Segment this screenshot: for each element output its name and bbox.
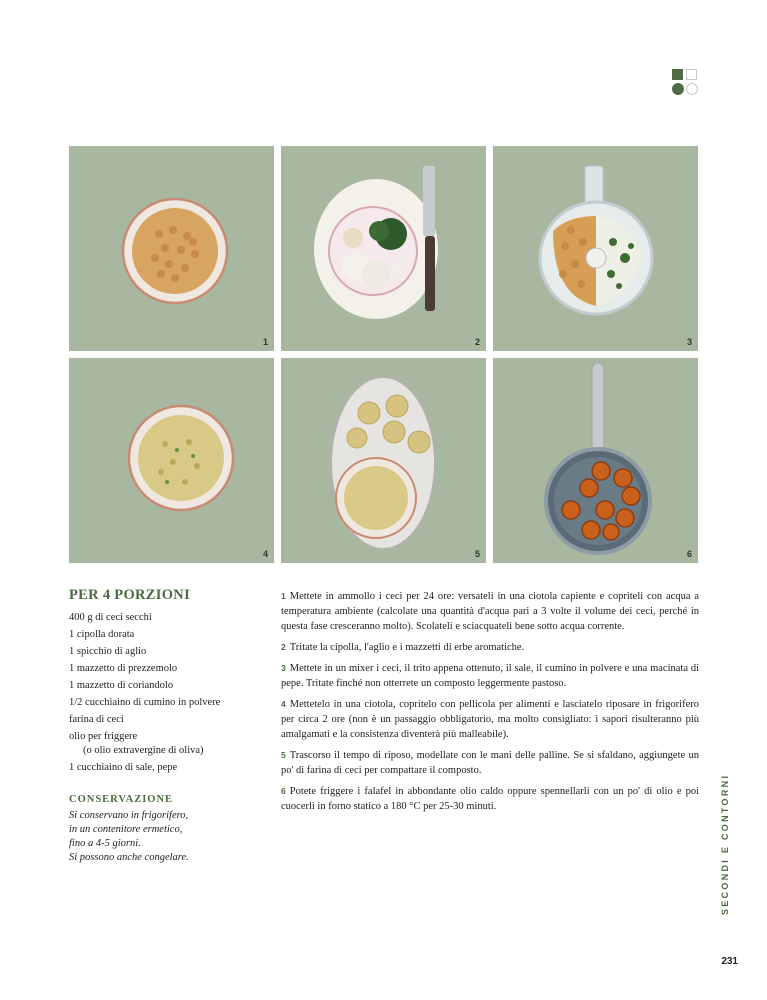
conservation-text bbox=[69, 809, 269, 865]
step-2 bbox=[281, 640, 699, 655]
section-label: SECONDI E CONTORNI bbox=[720, 773, 730, 915]
step-number: 2 bbox=[281, 642, 286, 652]
step-6 bbox=[281, 784, 699, 814]
empty-square-icon bbox=[686, 69, 697, 80]
step-text: Potete friggere i falafel in abbondante olio caldo oppure spennellarli con un po' di olio e poi cuocerli in forno statico a 180 °C per 25-30 minuti. bbox=[281, 786, 699, 812]
ingredient-main: olio per friggere bbox=[69, 731, 138, 742]
step-1 bbox=[281, 589, 699, 634]
photo-number: 3 bbox=[686, 337, 692, 347]
filled-square-icon bbox=[672, 69, 683, 80]
step-text: Tritate la cipolla, l'aglio e i mazzetti di erbe aromatiche. bbox=[289, 642, 525, 653]
step-photo-6 bbox=[493, 358, 698, 563]
step-number: 1 bbox=[281, 591, 286, 601]
food-processor-illustration bbox=[493, 146, 698, 351]
step-photo-5 bbox=[281, 358, 486, 563]
step-photo-3 bbox=[493, 146, 698, 351]
ingredient-item: 400 g di ceci secchi bbox=[69, 612, 152, 623]
step-photo-1 bbox=[69, 146, 274, 351]
frying-pan-illustration bbox=[493, 358, 698, 563]
ingredient-item: 1 cipolla dorata bbox=[69, 629, 135, 640]
chopped-ingredients-illustration bbox=[281, 146, 486, 351]
photo-number: 2 bbox=[474, 337, 480, 347]
conservation-line: Si possono anche congelare. bbox=[69, 852, 189, 863]
step-3 bbox=[281, 661, 699, 691]
conservation-line: Si conservano in frigorifero, bbox=[69, 810, 189, 821]
photo-number: 1 bbox=[262, 337, 268, 347]
conservation-title: CONSERVAZIONE bbox=[69, 794, 174, 805]
ingredients-title: PER 4 PORZIONI bbox=[69, 587, 191, 603]
conservation-line: fino a 4-5 giorni. bbox=[69, 838, 141, 849]
preparation-steps bbox=[281, 589, 699, 820]
ingredient-item bbox=[69, 728, 269, 759]
ingredient-item: 1 cucchiaino di sale, pepe bbox=[69, 762, 178, 773]
filled-circle-icon bbox=[672, 83, 684, 95]
chickpeas-bowl-illustration bbox=[69, 146, 274, 351]
ingredients-list bbox=[69, 609, 269, 776]
step-number: 5 bbox=[281, 750, 286, 760]
falafel-balls-plate-illustration bbox=[281, 358, 486, 563]
page-number: 231 bbox=[721, 956, 738, 967]
photo-number: 6 bbox=[686, 549, 692, 559]
ingredient-item: farina di ceci bbox=[69, 714, 124, 725]
step-text: Mettetelo in una ciotola, copritelo con pellicola per alimenti e lasciatelo riposare in frigorifero per circa 2 ore (non è un passaggio obbligatorio, ma molto consigliato: i sapori risulteranno più amalgamati e la consistenza diventerà più malleabile). bbox=[281, 699, 699, 740]
ingredient-item: 1 mazzetto di coriandolo bbox=[69, 680, 174, 691]
step-number: 4 bbox=[281, 699, 286, 709]
step-text: Trascorso il tempo di riposo, modellate con le mani delle palline. Se si sfaldano, aggiungete un po' di farina di ceci per compattare il composto. bbox=[281, 750, 699, 776]
ingredient-item: 1 mazzetto di prezzemolo bbox=[69, 663, 178, 674]
step-5 bbox=[281, 748, 699, 778]
photo-number: 5 bbox=[474, 549, 480, 559]
mixture-bowl-illustration bbox=[69, 358, 274, 563]
photo-number: 4 bbox=[262, 549, 268, 559]
step-4 bbox=[281, 697, 699, 742]
step-photo-4 bbox=[69, 358, 274, 563]
step-text: Mettete in ammollo i ceci per 24 ore: versateli in una ciotola capiente e copriteli con acqua a temperatura ambiente (calcolate una quantità d'acqua pari a 3 volte il volume dei ceci, perché in questa fase cresceranno molto). Scolateli e sciacquateli bene sotto acqua corrente. bbox=[281, 591, 699, 632]
conservation-line: in un contenitore ermetico, bbox=[69, 824, 183, 835]
recipe-type-legend bbox=[672, 69, 700, 97]
step-number: 6 bbox=[281, 786, 286, 796]
step-number: 3 bbox=[281, 663, 286, 673]
ingredient-alternative: (o olio extravergine di oliva) bbox=[83, 745, 204, 756]
ingredient-item: 1 spicchio di aglio bbox=[69, 646, 147, 657]
step-text: Mettete in un mixer i ceci, il trito appena ottenuto, il sale, il cumino in polvere e una macinata di pepe. Tritate finché non otterrete un composto leggermente pastoso. bbox=[281, 663, 699, 689]
ingredient-item: 1/2 cucchiaino di cumino in polvere bbox=[69, 697, 221, 708]
step-photo-2 bbox=[281, 146, 486, 351]
empty-circle-icon bbox=[686, 83, 698, 95]
